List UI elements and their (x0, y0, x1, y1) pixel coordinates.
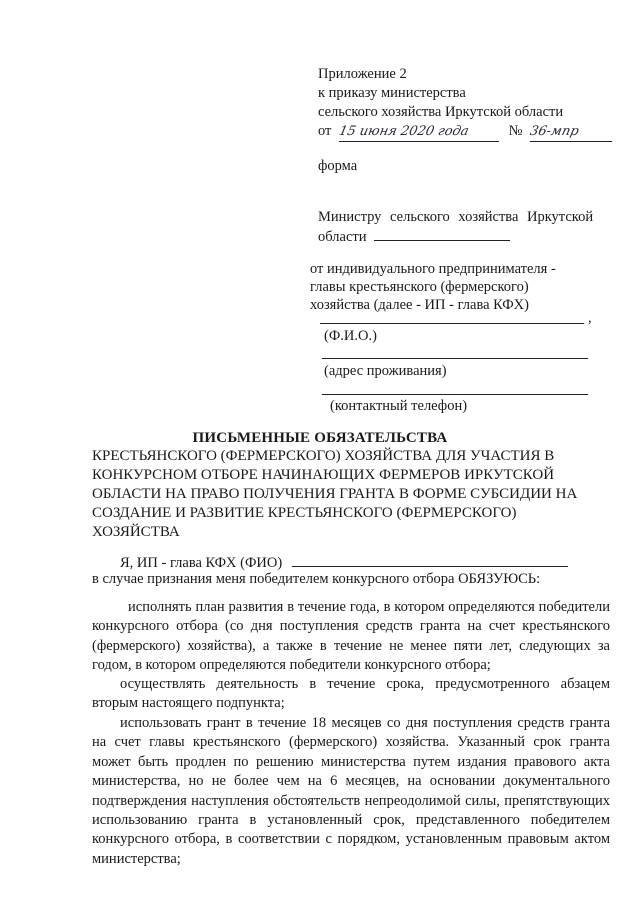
from-label: от (318, 123, 332, 139)
fio-caption: (Ф.И.О.) (324, 328, 377, 344)
title-line1: КРЕСТЬЯНСКОГО (ФЕРМЕРСКОГО) ХОЗЯЙСТВА ДЛЯ УЧАСТИЯ В (92, 448, 555, 464)
sender-line3: хозяйства (далее - ИП - глава КФХ) (310, 297, 529, 313)
addressee-line2 (318, 226, 510, 246)
title-line3: ОБЛАСТИ НА ПРАВО ПОЛУЧЕНИЯ ГРАНТА В ФОРМЕ СУБСИДИИ НА (92, 486, 578, 502)
intro-fio-label: Я, ИП - глава КФХ (ФИО) (120, 555, 283, 571)
address-line (322, 358, 588, 359)
title-line5: ХОЗЯЙСТВА (92, 524, 180, 540)
obligation-paragraph-1: исполнять план развития в течение года, в котором определяются победители конкурсного отбора (со дня поступления средств гранта на счет крестьянского (фермерского) хозяйства), а также в течение не менее пяти лет, следующих за годом, в котором определяются победители конкурсного отбора; (92, 599, 610, 674)
number-label: № (508, 123, 523, 139)
fio-line (320, 323, 584, 324)
address-caption: (адрес проживания) (324, 363, 447, 379)
intro-line1 (120, 552, 568, 572)
appendix-to-order: к приказу министерства (318, 85, 466, 101)
appendix-number: Приложение 2 (318, 66, 407, 82)
title-line4: СОЗДАНИЕ И РАЗВИТИЕ КРЕСТЬЯНСКОГО (ФЕРМЕРСКОГО) (92, 505, 517, 521)
order-date-line (318, 122, 612, 142)
intro-line2: в случае признания меня победителем конкурсного отбора ОБЯЗУЮСЬ: (92, 571, 541, 587)
addressee-text: Министру сельского хозяйства Иркутской (318, 209, 594, 225)
sender-line1: от индивидуального предпринимателя - (310, 261, 556, 277)
addressee-line1 (318, 208, 608, 226)
addressee-blank-field (374, 226, 510, 241)
phone-line (322, 394, 588, 395)
appendix-ministry: сельского хозяйства Иркутской области (318, 104, 564, 120)
order-date-field (339, 122, 499, 142)
sender-line2: главы крестьянского (фермерского) (310, 279, 529, 295)
title-line2: КОНКУРСНОМ ОТБОРЕ НАЧИНАЮЩИХ ФЕРМЕРОВ ИРКУТСКОЙ (92, 467, 555, 483)
addressee-region: области (318, 229, 367, 245)
obligation-paragraph-2: осуществлять деятельность в течение срока, предусмотренного абзацем вторым настоящего подпункта; (92, 676, 610, 712)
intro-fio-field (292, 552, 568, 567)
order-date-handwritten: 15 июня 2020 года (337, 124, 471, 139)
phone-caption: (контактный телефон) (330, 398, 468, 414)
document-title: ПИСЬМЕННЫЕ ОБЯЗАТЕЛЬСТВА (192, 430, 448, 446)
order-number-handwritten: 36-мпр (528, 124, 581, 139)
order-number-field (530, 122, 612, 142)
obligation-paragraph-3: использовать грант в течение 18 месяцев со дня поступления средств гранта на счет главы крестьянского (фермерского) хозяйства. Указанный срок гранта может быть продлен по решению министерства путем издания правового акта министерства, но не более чем на 6 месяцев, на основании документального подтверждения наступления обстоятельств непреодолимой силы, препятствующих использованию гранта в установленный срок, представленного победителем конкурсного отбора, в соответствии с порядком, установленным правовым актом министерства; (92, 715, 610, 867)
form-label: форма (318, 158, 358, 174)
fio-comma: , (588, 310, 592, 326)
